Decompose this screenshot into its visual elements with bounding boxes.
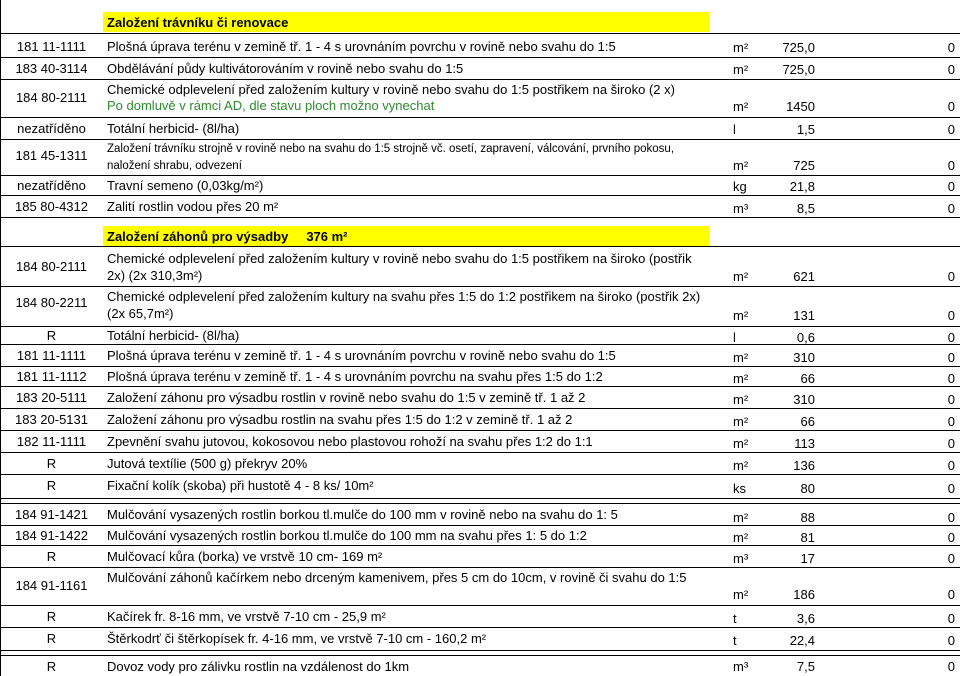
item-unit: m² bbox=[733, 62, 749, 77]
item-quantity: 80 bbox=[800, 481, 815, 496]
section-title-text: Založení záhonů pro výsadby bbox=[107, 229, 289, 244]
item-description: Chemické odplevelení před založením kultury v rovině nebo svahu do 1:5 postřikem na široko (postřik 2x) (2x 310,3m²) bbox=[107, 251, 692, 283]
table-row[interactable] bbox=[0, 344, 960, 366]
item-code: R bbox=[46, 631, 57, 646]
table-row[interactable] bbox=[0, 33, 960, 57]
item-unit: l bbox=[733, 330, 736, 345]
item-description: Zalití rostlin vodou přes 20 m² bbox=[107, 199, 279, 214]
table-row[interactable] bbox=[0, 627, 960, 650]
item-unit: m² bbox=[733, 269, 749, 284]
table-row[interactable] bbox=[0, 175, 960, 195]
item-quantity: 113 bbox=[794, 436, 815, 451]
item-quantity: 17 bbox=[800, 551, 815, 566]
section-title: Založení trávníku či renovace bbox=[107, 15, 289, 30]
item-description: Obdělávání půdy kultivátorováním v rovině nebo svahu do 1:5 bbox=[107, 61, 464, 76]
table-row[interactable] bbox=[0, 655, 960, 676]
item-price: 0 bbox=[947, 611, 955, 626]
item-unit: m² bbox=[733, 510, 749, 525]
item-code: R bbox=[46, 456, 57, 471]
item-quantity: 81 bbox=[800, 530, 815, 545]
item-description: Kačírek fr. 8-16 mm, ve vrstvě 7-10 cm - 25,9 m² bbox=[107, 609, 386, 624]
item-description: Plošná úprava terénu v zemině tř. 1 - 4 s urovnáním povrchu na svahu přes 1:5 do 1:2 bbox=[107, 369, 603, 384]
item-unit: m² bbox=[733, 436, 749, 451]
item-code: 181 11-1112 bbox=[16, 369, 87, 384]
item-code: 183 20-5111 bbox=[15, 390, 88, 405]
item-price: 0 bbox=[947, 587, 955, 602]
item-price: 0 bbox=[947, 371, 955, 386]
item-price: 0 bbox=[947, 269, 955, 284]
item-unit: m² bbox=[733, 587, 749, 602]
item-code: nezatříděno bbox=[17, 121, 86, 136]
item-price: 0 bbox=[947, 436, 955, 451]
item-quantity: 725,0 bbox=[782, 40, 815, 55]
item-price: 0 bbox=[947, 530, 955, 545]
item-code: R bbox=[46, 659, 57, 674]
table-row[interactable] bbox=[0, 117, 960, 139]
item-quantity: 0,6 bbox=[796, 330, 815, 345]
table-row[interactable] bbox=[0, 567, 960, 605]
item-quantity: 1,5 bbox=[796, 122, 815, 137]
table-row[interactable] bbox=[0, 139, 960, 175]
item-unit: kg bbox=[733, 179, 747, 194]
item-code: 181 11-1111 bbox=[16, 348, 87, 363]
section-header-row bbox=[0, 12, 960, 32]
item-description: Chemické odplevelení před založením kultury na svahu přes 1:5 do 1:2 postřikem na široko (postřik 2x) (2x 65,7m²) bbox=[107, 289, 701, 321]
section-title bbox=[107, 229, 348, 244]
item-description: Založení trávníku strojně v rovině nebo na svahu do 1:5 strojně vč. osetí, zapravení, válcování, prvního pokosu, naložení shrabu, odvezení bbox=[107, 143, 675, 172]
table-row[interactable] bbox=[0, 57, 960, 79]
table-row[interactable] bbox=[0, 246, 960, 286]
table-row[interactable] bbox=[0, 452, 960, 474]
item-unit: m² bbox=[733, 530, 749, 545]
item-description: Chemické odplevelení před založením kultury v rovině nebo svahu do 1:5 postřikem na široko (2 x) bbox=[107, 82, 675, 97]
item-quantity: 8,5 bbox=[796, 201, 815, 216]
item-description: Plošná úprava terénu v zemině tř. 1 - 4 s urovnáním povrchu v rovině nebo svahu do 1:5 bbox=[107, 348, 616, 363]
table-row[interactable] bbox=[0, 503, 960, 525]
item-unit: m³ bbox=[733, 659, 749, 674]
item-price: 0 bbox=[947, 392, 955, 407]
item-price: 0 bbox=[947, 62, 955, 77]
item-quantity: 66 bbox=[800, 414, 815, 429]
item-quantity: 22,4 bbox=[789, 633, 815, 648]
item-code: 184 91-1161 bbox=[15, 578, 88, 593]
item-quantity: 186 bbox=[793, 587, 815, 602]
item-code: R bbox=[46, 328, 57, 343]
item-description: Mulčování vysazených rostlin borkou tl.mulče do 100 mm na svahu přes 1: 5 do 1:2 bbox=[107, 528, 587, 543]
item-description: Totální herbicid- (8l/ha) bbox=[107, 121, 240, 136]
item-description: Jutová textílie (500 g) překryv 20% bbox=[107, 456, 308, 471]
item-quantity: 136 bbox=[793, 458, 815, 473]
item-description: Založení záhonu pro výsadbu rostlin v rovině nebo svahu do 1:5 v zemině tř. 1 až 2 bbox=[107, 390, 586, 405]
item-unit: l bbox=[733, 122, 736, 137]
item-price: 0 bbox=[947, 99, 955, 114]
item-unit: ks bbox=[733, 481, 746, 496]
item-description: Mulčování vysazených rostlin borkou tl.mulče do 100 mm v rovině nebo na svahu do 1: 5 bbox=[107, 507, 618, 522]
item-code: R bbox=[46, 609, 57, 624]
table-row[interactable] bbox=[0, 326, 960, 344]
table-row[interactable] bbox=[0, 474, 960, 498]
item-description: Travní semeno (0,03kg/m²) bbox=[107, 178, 264, 193]
item-price: 0 bbox=[947, 158, 955, 173]
item-code: 184 80-2111 bbox=[15, 259, 88, 274]
item-price: 0 bbox=[947, 510, 955, 525]
item-code: 184 80-2111 bbox=[15, 90, 88, 105]
item-price: 0 bbox=[947, 330, 955, 345]
item-quantity: 3,6 bbox=[796, 611, 815, 626]
item-price: 0 bbox=[947, 201, 955, 216]
item-unit: m² bbox=[733, 414, 749, 429]
item-price: 0 bbox=[947, 551, 955, 566]
item-quantity: 21,8 bbox=[789, 179, 815, 194]
item-unit: m³ bbox=[733, 201, 749, 216]
item-quantity: 131 bbox=[793, 308, 815, 323]
item-unit: m² bbox=[733, 99, 749, 114]
item-price: 0 bbox=[947, 458, 955, 473]
item-price: 0 bbox=[947, 659, 955, 674]
item-price: 0 bbox=[947, 308, 955, 323]
item-unit: m² bbox=[733, 392, 749, 407]
table-row[interactable] bbox=[0, 386, 960, 408]
item-description: Plošná úprava terénu v zemině tř. 1 - 4 s urovnáním povrchu v rovině nebo svahu do 1:5 bbox=[107, 39, 616, 54]
item-description: Fixační kolík (skoba) při hustotě 4 - 8 ks/ 10m² bbox=[107, 478, 374, 493]
item-description: Založení záhonu pro výsadbu rostlin na svahu přes 1:5 do 1:2 v zemině tř. 1 až 2 bbox=[107, 412, 573, 427]
item-quantity: 1450 bbox=[786, 99, 815, 114]
item-quantity: 88 bbox=[800, 510, 815, 525]
item-unit: m² bbox=[733, 158, 749, 173]
item-code: 182 11-1111 bbox=[16, 434, 87, 449]
table-row[interactable] bbox=[0, 545, 960, 567]
table-row[interactable] bbox=[0, 286, 960, 326]
item-code: R bbox=[46, 549, 57, 564]
item-price: 0 bbox=[947, 633, 955, 648]
item-code: 181 11-1111 bbox=[16, 39, 87, 54]
item-code: R bbox=[46, 478, 57, 493]
item-quantity: 725 bbox=[793, 158, 815, 173]
item-description: Mulčovací kůra (borka) ve vrstvě 10 cm- 169 m² bbox=[107, 549, 383, 564]
section-divider bbox=[0, 217, 960, 218]
table-row[interactable] bbox=[0, 195, 960, 217]
item-price: 0 bbox=[947, 350, 955, 365]
item-description: Zpevnění svahu jutovou, kokosovou nebo plastovou rohoží na svahu přes 1:2 do 1:1 bbox=[107, 434, 593, 449]
item-description: Mulčování záhonů kačírkem nebo drceným kamenivem, přes 5 cm do 10cm, v rovině či svahu do 1:5 bbox=[107, 570, 687, 585]
item-price: 0 bbox=[947, 122, 955, 137]
item-price: 0 bbox=[947, 40, 955, 55]
item-unit: t bbox=[733, 633, 737, 648]
item-quantity: 310 bbox=[793, 392, 815, 407]
item-description: Dovoz vody pro zálivku rostlin na vzdálenost do 1km bbox=[107, 659, 410, 674]
item-description: Totální herbicid- (8l/ha) bbox=[107, 328, 240, 343]
item-unit: m³ bbox=[733, 551, 749, 566]
item-description: Štěrkodrť či štěrkopísek fr. 4-16 mm, ve vrstvě 7-10 cm - 160,2 m² bbox=[107, 631, 487, 646]
table-row[interactable] bbox=[0, 408, 960, 430]
item-unit: m² bbox=[733, 308, 749, 323]
item-quantity: 7,5 bbox=[796, 659, 815, 674]
item-code: 184 91-1421 bbox=[14, 507, 88, 522]
item-quantity: 310 bbox=[793, 350, 815, 365]
item-code: nezatříděno bbox=[17, 178, 86, 193]
item-price: 0 bbox=[947, 481, 955, 496]
item-unit: m² bbox=[733, 350, 749, 365]
item-quantity: 621 bbox=[793, 269, 815, 284]
item-code: 184 80-2211 bbox=[15, 295, 88, 310]
item-code: 183 40-3114 bbox=[15, 61, 88, 76]
item-unit: m² bbox=[733, 458, 749, 473]
section-header-row bbox=[0, 226, 960, 246]
section-area: 376 m² bbox=[306, 229, 348, 244]
table-row[interactable] bbox=[0, 605, 960, 627]
table-row[interactable] bbox=[0, 525, 960, 545]
item-unit: t bbox=[733, 611, 737, 626]
table-row[interactable] bbox=[0, 79, 960, 117]
table-row[interactable] bbox=[0, 430, 960, 452]
item-unit: m² bbox=[733, 40, 749, 55]
item-quantity: 66 bbox=[800, 371, 815, 386]
item-code: 181 45-1311 bbox=[15, 148, 88, 163]
item-code: 185 80-4312 bbox=[14, 199, 88, 214]
item-code: 184 91-1422 bbox=[14, 528, 88, 543]
item-note: Po domluvě v rámci AD, dle stavu ploch možno vynechat bbox=[107, 98, 435, 113]
item-price: 0 bbox=[947, 179, 955, 194]
item-price: 0 bbox=[947, 414, 955, 429]
table-row[interactable] bbox=[0, 366, 960, 386]
item-unit: m² bbox=[733, 371, 749, 386]
item-quantity: 725,0 bbox=[782, 62, 815, 77]
item-code: 183 20-5131 bbox=[14, 412, 88, 427]
